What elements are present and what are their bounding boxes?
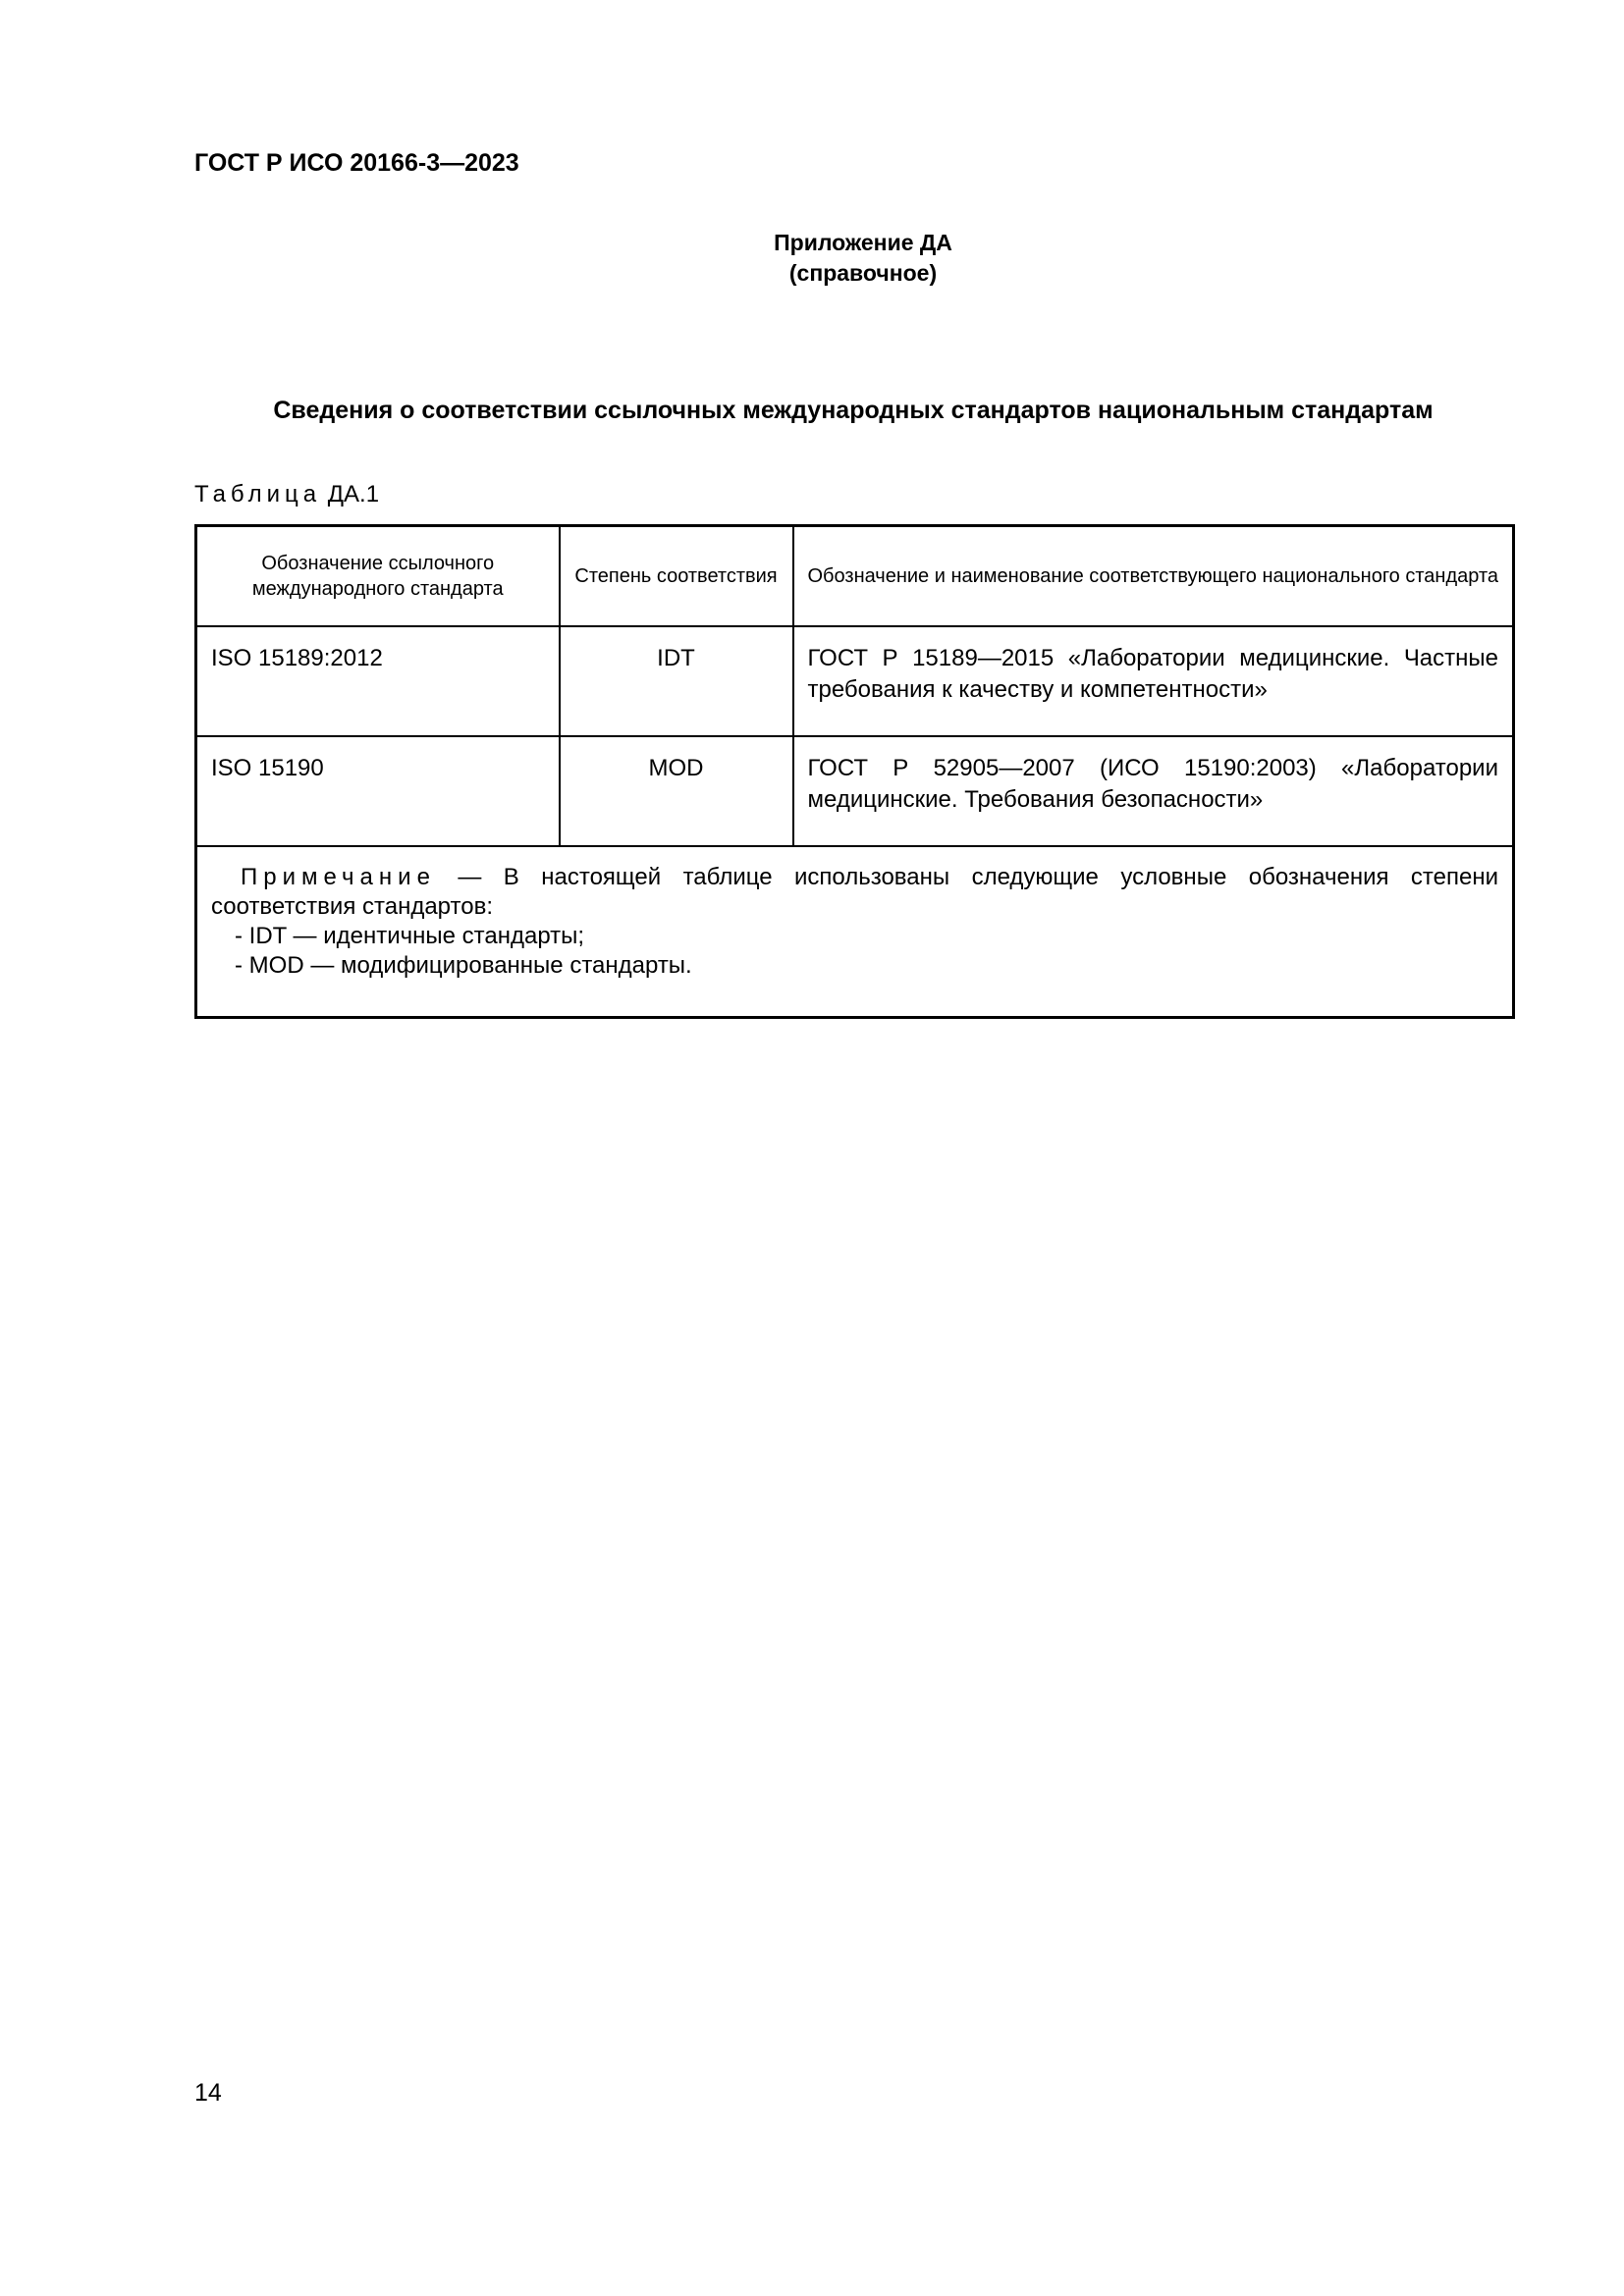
international-standard-cell: ISO 15190 [196, 736, 560, 846]
degree-cell: MOD [560, 736, 793, 846]
table-caption [194, 481, 379, 508]
section-title: Сведения о соответствии ссылочных международных стандартов национальным стандартам [273, 397, 1434, 424]
national-standard-cell: ГОСТ Р 52905—2007 (ИСО 15190:2003) «Лаборатории медицинские. Требования безопасности» [793, 736, 1514, 846]
table-caption-label: Таблица [194, 481, 322, 507]
page-number: 14 [194, 2079, 222, 2107]
table-row [196, 626, 1514, 736]
appendix-title: Приложение ДА [774, 230, 952, 255]
conformance-table [194, 524, 1515, 1019]
note-body: — В настоящей таблице использованы следующие условные обозначения степени соответствия стандартов: [211, 864, 1498, 920]
table-note-row [196, 846, 1514, 1018]
international-standard-cell: ISO 15189:2012 [196, 626, 560, 736]
table-row [196, 736, 1514, 846]
header-national-standard: Обозначение и наименование соответствующего национального стандарта [793, 526, 1514, 627]
table-caption-number: ДА.1 [327, 481, 380, 507]
header-international-standard: Обозначение ссылочного международного стандарта [196, 526, 560, 627]
appendix-subtitle: (справочное) [788, 260, 938, 286]
table-note [196, 846, 1514, 1018]
appendix-heading [0, 228, 1624, 289]
note-list-item: - MOD — модифицированные стандарты. [235, 952, 692, 979]
header-degree-of-conformity: Степень соответствия [560, 526, 793, 627]
national-standard-cell: ГОСТ Р 15189—2015 «Лаборатории медицинские. Частные требования к качеству и компетентности» [793, 626, 1514, 736]
degree-cell: IDT [560, 626, 793, 736]
table-header-row [196, 526, 1514, 627]
note-text [211, 863, 1498, 922]
note-label: Примечание [241, 864, 436, 890]
note-list-item: - IDT — идентичные стандарты; [235, 923, 585, 949]
document-code-header: ГОСТ Р ИСО 20166-3—2023 [194, 149, 519, 177]
